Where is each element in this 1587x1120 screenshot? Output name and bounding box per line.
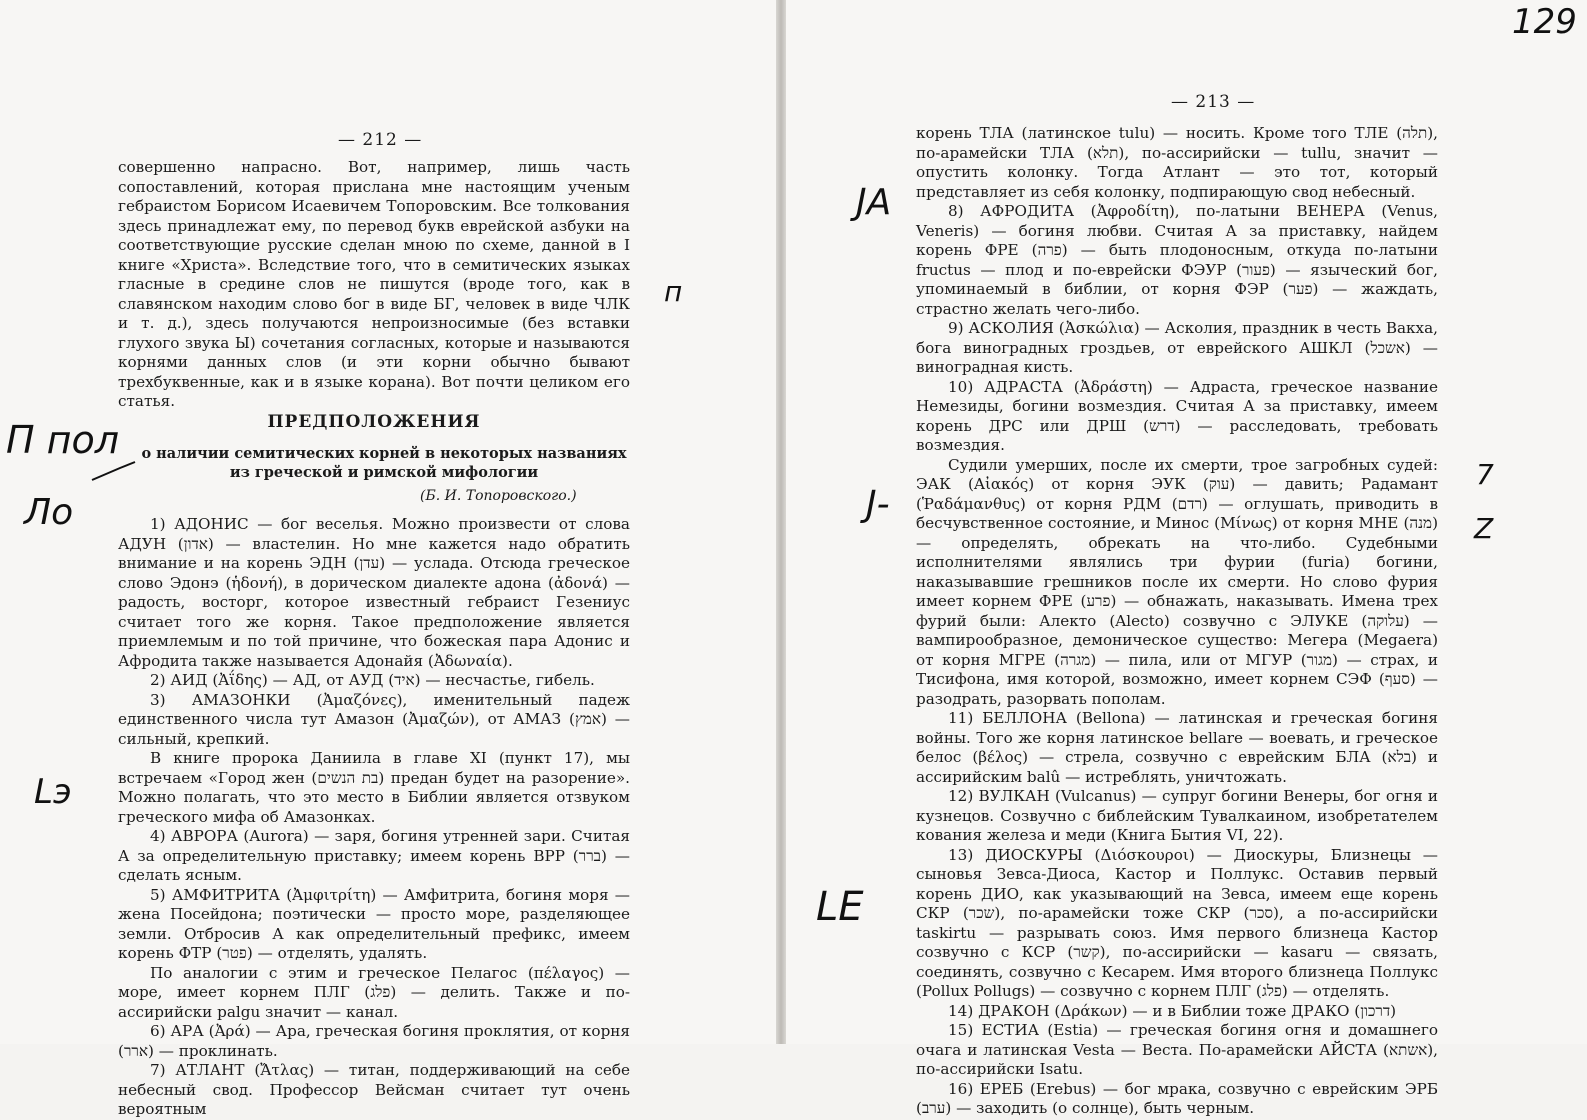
left-intro-paragraph: совершенно напрасно. Вот, например, лишь часть сопоставлений, которая прислана мне настоящим ученым гебраистом Борисом Исаевичем Топоровским. Все толкования здесь принадлежат ему, по перевод букв еврейской азбуки на соответствующие русские сделан мною по схеме, данной в I книге «Христа». Вследствие того, что в семитических языках гласные в средине слов не пишутся (вроде того, как в славянском находим слово бог в виде БГ, человек в виде ЧЛК и т. д.), здесь получаются непроизносимые (без вставки глухого звука Ы) сочетания согласных, которые и называются корнями данных слов (и эти корни обычно бывают трехбуквенные, как и в языке корана). Вот почти целиком его статья.: [118, 158, 630, 410]
right-page-number: — 213 —: [1171, 92, 1256, 112]
margin-note-right-2: Ј-: [866, 484, 890, 525]
entry-avrora: 4) АВРОРА (Aurora) — заря, богиня утренней зари. Считая А за определительную приставку; имеем корень ВРР (ברר) — сделать ясным.: [118, 827, 630, 884]
byline: (Б. И. Топоровского.): [420, 488, 577, 504]
entry-afrodita: 8) АФРОДИТА (Ἀφροδίτη), по-латыни ВЕНЕРА (Venus, Veneris) — богиня любви. Считая А за приставку, найдем корень ФРЕ (פרה) — быть плодоносным, откуда по-латыни fructus — плод и по-еврейски ФЭУР (פעור) — языческий бог, упоминаемый в библии, от корня ФЭР (פער) — жаждать, страстно желать чего-либо.: [916, 202, 1439, 318]
margin-note-center: п: [664, 275, 683, 308]
book-gutter: [776, 0, 786, 1044]
margin-note-right-1: ЈА: [856, 182, 892, 223]
entry-atlant-continued: корень ТЛА (латинское tulu) — носить. Кроме того ТЛЕ (תלה), по-арамейски ТЛА (תלא), по-ассирийски — tullu, значит — опустить колонку. Тогда Атлант — это тот, который представляет из себя колонку, подпирающую свод небесный.: [916, 124, 1438, 201]
entry-atlant: 7) АТЛАНТ (Ἄτλας) — титан, поддерживающий на себе небесный свод. Профессор Вейсман считает тут очень вероятным: [118, 1061, 630, 1118]
margin-arrow-stroke: [90, 440, 140, 490]
left-intro-text: [118, 158, 630, 412]
left-page-number: — 212 —: [338, 130, 423, 150]
margin-note-far-right-2: Z: [1474, 512, 1494, 545]
entry-dioskury: 13) ДИОСКУРЫ (Διόσκουροι) — Диоскуры, Близнецы — сыновья Зевса-Диоса, Кастор и Поллукс. Оставив первый корень ДИО, как указывающий на Зевса, имеем еще корень СКР (שכר), по-арамейски тоже СКР (סכר), а по-ассирийски taskirtu — разрывать союз. Имя первого близнеца Кастор созвучно с КСР (קשר), по-ассирийски — kasaru — связать, соединять, созвучно с Кесарем. Имя второго близнеца Поллукс (Pollux Pollugs) — созвучно с корнем ПЛГ (פלג) — отделять.: [916, 845, 1439, 1000]
entry-askoliya: 9) АСКОЛИЯ (Ἀσκώλια) — Асколия, праздник в честь Вакха, бога виноградных гроздьев, от еврейского АШКЛ (אשכל) — виноградная кисть.: [916, 319, 1438, 376]
entry-bellona: 11) БЕЛЛОНА (Bellona) — латинская и греческая богиня войны. Того же корня латинское bellare — воевать, и греческое белос (βέλος) — стрела, созвучно с еврейским БЛА (בלא) и ассирийским balû — истреблять, уничтожать.: [916, 709, 1438, 786]
section-subtitle: о наличии семитических корней в некоторых названиях из греческой и римской мифологии: [141, 445, 627, 481]
entry-adonis: 1) АДОНИС — бог веселья. Можно произвести от слова АДУН (אדון) — властелин. Но мне кажется надо обратить внимание и на корень ЭДН (עדן) — услада. Отсюда греческое слово Эдонэ (ἡδονή), в дорическом диалекте адона (ἀδονά) — радость, восторг, которое известный гебраист Гезениус считает того же корня. Такое предположение является приемлемым и по той причине, что божеская пара Адонис и Афродита также называется Адонайя (Ἀδωναία).: [118, 515, 631, 670]
entry-estia: 15) ЕСТИА (Estia) — греческая богиня огня и домашнего очага и латинская Vesta — Веста. По-арамейски АЙСТА (אשתא), по-ассирийски Isatu.: [916, 1021, 1438, 1078]
corner-page-number-handwritten: 129: [1512, 2, 1577, 42]
margin-note-left-2: Ло: [24, 492, 74, 533]
left-entries: [118, 515, 630, 1120]
entry-judges-furies: Судили умерших, после их смерти, трое загробных судей: ЭАК (Αἰακός) от корня ЭУК (עוק) — давить; Радамант (Ῥαδάμανθυς) от корня РДМ (רדם) — оглушать, приводить в бесчувственное состояние, и Минос (Μίνως) от корня МНЕ (מנה) — определять, обрекать на что-либо. Судебными исполнителями являлись три фурии (furia) богини, наказывавшие грешников после их смерти. Но слово фурия имеет корнем ФРЕ (פרע) — обнажать, наказывать. Имена трех фурий были: Алекто (Alecto) созвучно с ЭЛУКЕ (עלוקה) — вампирообразное, демоническое существо: Мегера (Megaera) от корня МГРЕ (מגרה) — пила, или от МГУР (מגור) — страх, и Тисифона, имя которой, возможно, имеет корнем СЭФ (סעף) — разодрать, разорвать пополам.: [916, 455, 1438, 708]
entry-adrasta: 10) АДРАСТА (Ἀδράστη) — Адраста, греческое название Немезиды, богини возмездия. Считая А за приставку, имеем корень ДРС или ДРШ (דרש) — расследовать, требовать возмездия.: [916, 377, 1438, 454]
right-page: [786, 0, 1587, 1117]
entry-amfitrita: 5) АМФИТРИТА (Ἀμφιτρίτη) — Амфитрита, богиня моря — жена Посейдона; поэтически — просто море, разделяющее земли. Отбросив А как определительный префикс, имеем корень ФТР (פטר) — отделять, удалять.: [118, 885, 630, 962]
left-page: [0, 0, 776, 1118]
entry-amazonki-note: В книге пророка Даниила в главе XI (пункт 17), мы встречаем «Город жен (בת הנשים) предан будет на разорение». Можно полагать, что это место в Библии является отзвуком греческого мифа об Амазонках.: [118, 749, 631, 826]
entry-ara: 6) АРА (Ἀρά) — Ара, греческая богиня проклятия, от корня (ארר) — проклинать.: [118, 1022, 630, 1060]
entry-ereb: 16) ЕРЕБ (Erebus) — бог мрака, созвучно с еврейским ЭРБ (ערב) — заходить (о солнце), быть черным.: [916, 1079, 1438, 1117]
margin-note-left-3: Lэ: [34, 772, 72, 812]
section-title: ПРЕДПОЛОЖЕНИЯ: [267, 412, 481, 432]
entry-drakon: 14) ДРАКОН (Δράκων) — и в Библии тоже ДРАКО (דרכון): [948, 1001, 1397, 1020]
entry-pelagos: По аналогии с этим и греческое Пелагос (πέλαγος) — море, имеет корнем ПЛГ (פלג) — делить. Также и по-ассирийски palgu значит — канал.: [118, 963, 630, 1021]
margin-note-left-1: П пол: [6, 418, 120, 462]
margin-note-right-3: LЕ: [816, 884, 864, 930]
margin-note-far-right-1: 7: [1476, 458, 1494, 491]
right-entries: [916, 124, 1438, 1119]
entry-vulkan: 12) ВУЛКАН (Vulcanus) — супруг богини Венеры, бог огня и кузнецов. Созвучно с библейским Тувалкаином, изобретателем кования железа и меди (Книга Бытия VI, 22).: [916, 787, 1438, 844]
entry-aid: 2) АИД (Ἀΐδης) — АД, от АУД (איד) — несчастье, гибель.: [150, 671, 595, 689]
entry-amazonki: 3) АМАЗОНКИ (Ἀμαζόνες), именительный падеж единственного числа тут Амазон (Ἀμαζών), от АМАЗ (אמץ) — сильный, крепкий.: [118, 690, 630, 748]
